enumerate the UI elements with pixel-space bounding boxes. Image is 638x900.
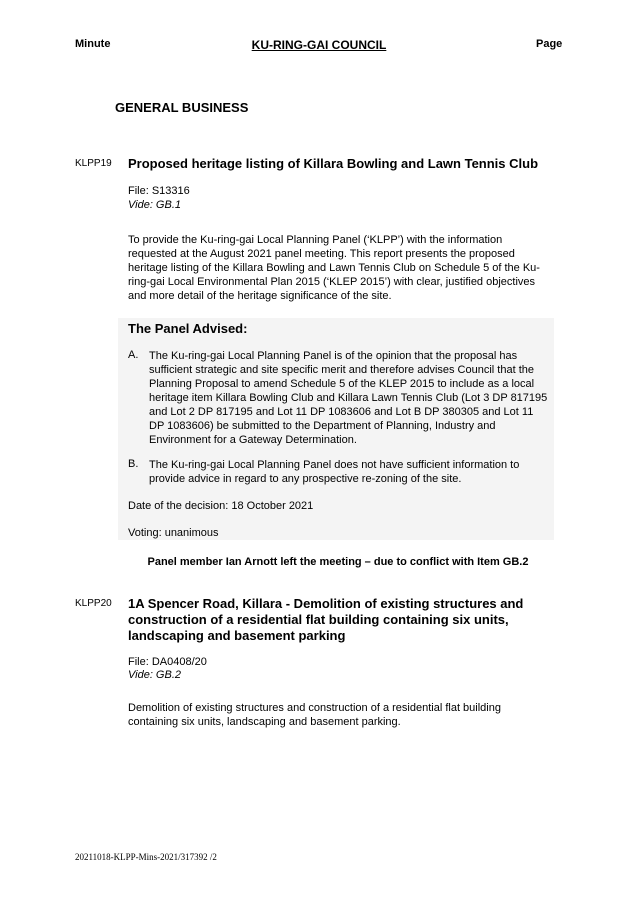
- item1-vide: Vide: GB.1: [128, 199, 181, 211]
- decision-date: Date of the decision: 18 October 2021: [128, 500, 314, 512]
- conflict-notice: Panel member Ian Arnott left the meeting – due to conflict with Item GB.2: [147, 556, 529, 568]
- document-reference: 20211018-KLPP-Mins-2021/317392 /2: [75, 852, 217, 862]
- voting-result: Voting: unanimous: [128, 527, 219, 539]
- header-page: Page: [536, 38, 563, 50]
- item2-summary: Demolition of existing structures and construction of a residential flat building containing six units, landscaping and basement parking.: [128, 702, 501, 728]
- item1-file: File: S13316: [128, 185, 190, 197]
- item2-file: File: DA0408/20: [128, 656, 207, 668]
- panel-item-a-text: The Ku-ring-gai Local Planning Panel is of the opinion that the proposal has sufficient strategic and site specific merit and therefore advises Council that the Planning Proposal to amend Schedule 5 of the KLEP 2015 to include as a local heritage item Killara Bowling Club and Killara Lawn Tennis Club (Lot 3 DP 817195 and Lot 2 DP 817195 and Lot 11 DP 1083606 and Lot B DP 380305 and Lot 11 DP 1083606) be submitted to the Department of Planning, Industry and Environment for a Gateway Determination.: [149, 350, 548, 446]
- section-title: GENERAL BUSINESS: [115, 100, 249, 115]
- item2-vide: Vide: GB.2: [128, 669, 181, 681]
- panel-heading: The Panel Advised:: [128, 321, 248, 336]
- item2-title: 1A Spencer Road, Killara - Demolition of existing structures and construction of a residential flat building containing six units, landscaping and basement parking: [128, 596, 524, 643]
- panel-item-b-text: The Ku-ring-gai Local Planning Panel does not have sufficient information to provide advice in regard to any prospective re-zoning of the site.: [149, 459, 520, 485]
- panel-item-a-label: A.: [128, 349, 139, 361]
- item2-number: KLPP20: [75, 598, 112, 609]
- item1-number: KLPP19: [75, 158, 112, 169]
- header-council-name: KU-RING-GAI COUNCIL: [251, 38, 387, 52]
- item1-summary: To provide the Ku-ring-gai Local Planning Panel (‘KLPP’) with the information requested at the August 2021 panel meeting. This report presents the proposed heritage listing of the Killara Bowling and Lawn Tennis Club on Schedule 5 of the Ku-ring-gai Local Environmental Plan 2015 (‘KLEP 2015’) with clear, justified objectives and more detail of the heritage significance of the site.: [128, 234, 540, 302]
- item1-title: Proposed heritage listing of Killara Bowling and Lawn Tennis Club: [128, 156, 539, 171]
- header-minute: Minute: [75, 38, 111, 50]
- panel-item-b-label: B.: [128, 458, 139, 470]
